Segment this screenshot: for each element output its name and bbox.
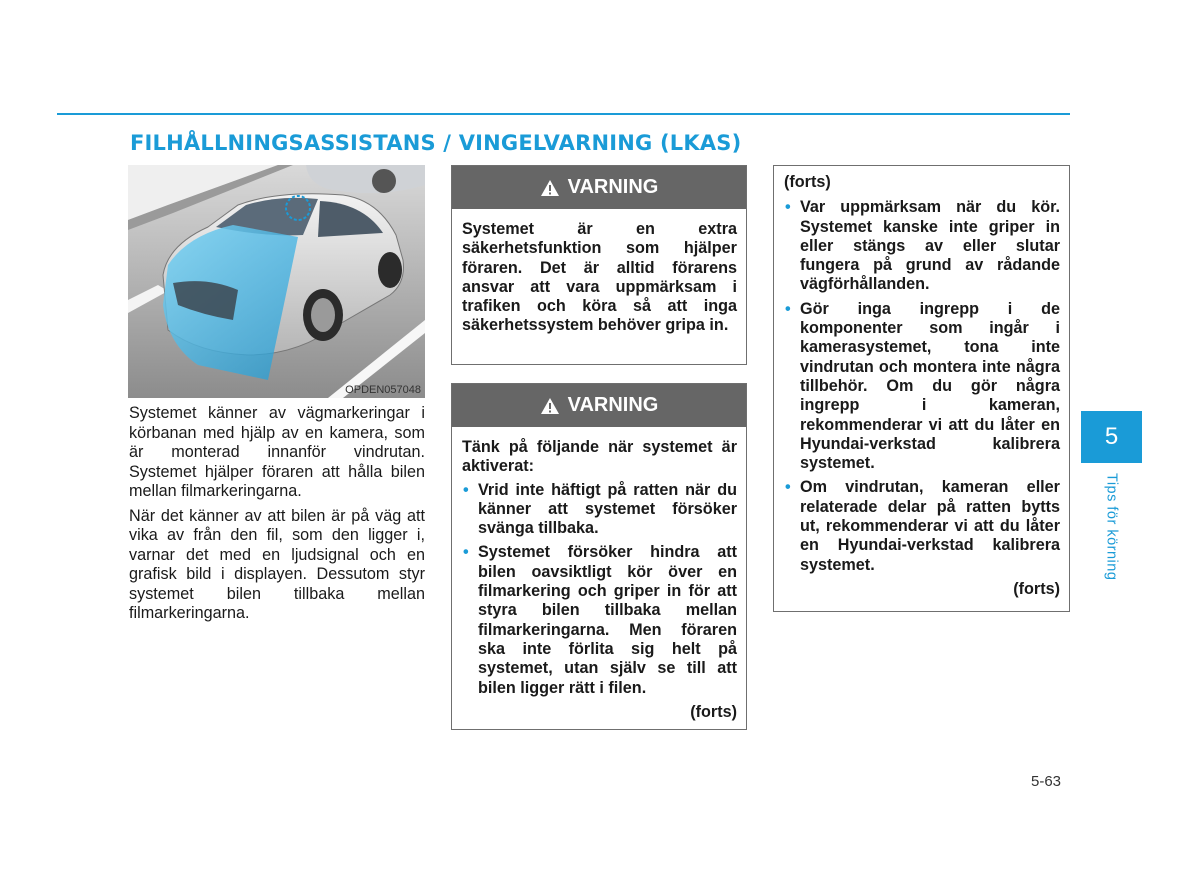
continued-bullet: • Om vindrutan, kameran eller relaterade delar på ratten bytts ut, rekommenderar vi att du låter en Hyundai-verkstad kalibrera systemet. xyxy=(785,478,1060,574)
warning-triangle-icon xyxy=(540,179,560,197)
bullet-icon: • xyxy=(463,543,469,562)
intro-paragraph: Systemet känner av vägmarkeringar i körbanan med hjälp av en kamera, som är monterad innanför vindrutan. Systemet hjälper föraren att hålla bilen mellan filmarkeringarna. xyxy=(129,404,425,500)
section-title: FILHÅLLNINGSASSISTANS / VINGELVARNING (LKAS) xyxy=(130,131,742,155)
warning-header xyxy=(452,384,746,427)
bullet-icon: • xyxy=(785,198,791,217)
top-rule xyxy=(57,113,1070,115)
chapter-label: Tips för körning xyxy=(1103,473,1120,581)
bullet-icon: • xyxy=(785,478,791,497)
lkas-illustration xyxy=(128,165,425,398)
intro-text xyxy=(129,404,425,629)
warning-heading: VARNING xyxy=(567,394,659,416)
figure-code: OPDEN057048 xyxy=(345,384,421,396)
warning-header xyxy=(452,166,746,209)
warning-box-1 xyxy=(451,165,747,365)
warning-triangle-icon xyxy=(540,397,560,415)
warning-text: Systemet är en extra säkerhetsfunktion som hjälper föraren. Det är alltid förarens ansvar att vara uppmärksam i trafiken och köra så att inga säkerhetssystem behöver gripa in. xyxy=(462,220,737,335)
bullet-icon: • xyxy=(785,299,791,318)
continued-box xyxy=(773,165,1070,612)
warning-intro: Tänk på följande när systemet är aktiverat: xyxy=(462,438,737,476)
warning-bullet: • Vrid inte häftigt på ratten när du känner att systemet försöker svänga tillbaka. xyxy=(463,480,737,538)
continued-head: (forts) xyxy=(784,173,831,191)
warning-heading: VARNING xyxy=(567,176,659,198)
continued-note: (forts) xyxy=(1013,579,1060,598)
bullet-icon: • xyxy=(463,480,469,499)
intro-paragraph: När det känner av att bilen är på väg att vika av från den fil, som den ligger i, varnar det med en ljudsignal och en grafisk bild i displayen. Dessutom styr systemet bilen tillbaka mellan filmarkeringarna. xyxy=(129,506,425,622)
warning-box-2 xyxy=(451,383,747,730)
page-number: 5-63 xyxy=(1031,773,1062,790)
chapter-tab: 5 xyxy=(1081,411,1142,463)
warning-bullet: • Systemet försöker hindra att bilen oavsiktligt kör över en filmarkering och griper in för att styra bilen tillbaka mellan filmarkeringarna. Men föraren ska inte förlita sig helt på systemet, utan själv se till att bilen ligger rätt i filen. xyxy=(463,543,737,697)
continued-bullet: • Var uppmärksam när du kör. Systemet kanske inte griper in eller stängs av eller slutar fungera på grund av rådande vägförhållanden. xyxy=(785,198,1060,294)
car-camera-illustration xyxy=(128,165,425,398)
continued-bullet: • Gör inga ingrepp i de komponenter som ingår i kamerasystemet, tona inte vindrutan och montera inte några tillbehör. Om du gör några ingrepp i kameran, rekommenderar vi att du låter en Hyundai-verkstad kalibrera systemet. xyxy=(785,299,1060,473)
continued-note: (forts) xyxy=(690,702,737,721)
